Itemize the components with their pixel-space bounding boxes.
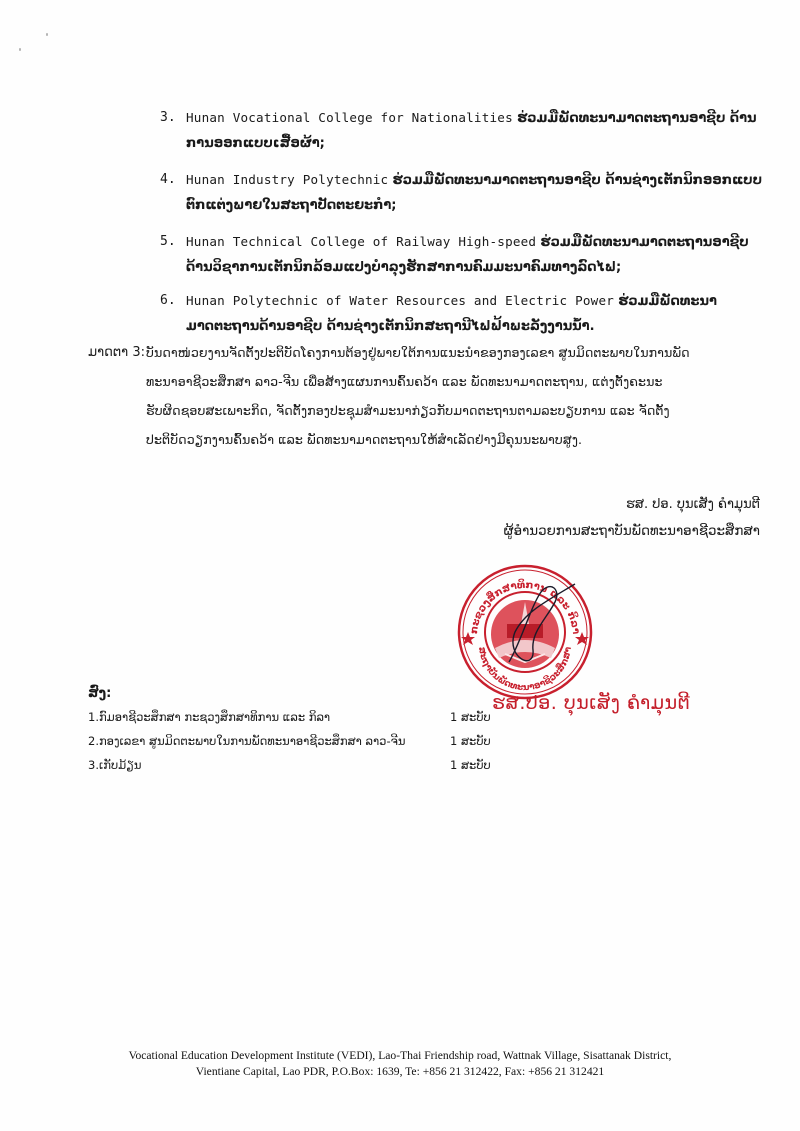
cc-label: ສົ່ງ: (88, 686, 112, 701)
list-number: 3. (160, 110, 176, 125)
lao-text: ຮ່ວມມືພັດທະນາມາດຕະຖານອາຊີບ (540, 235, 749, 250)
lao-text: ຕົກແຕ່ງພາຍໃນສະຖາປັດຕະຍະກຳ; (186, 198, 397, 213)
footer-line-2: Vientiane Capital, Lao PDR, P.O.Box: 1639, Te: +856 21 312422, Fax: +856 21 312421 (195, 1065, 605, 1078)
scan-speck (19, 48, 21, 51)
cc-count: 1 ສະບັບ (450, 758, 491, 772)
lao-text: ຮ່ວມມືພັດທະນາມາດຕະຖານອາຊີບ ດ້ານ (517, 111, 757, 126)
article-line: ບັນດາໜ່ວຍງານຈັດຕັ້ງປະຕິບັດໂຄງການຕ້ອງຢູ່ພາຍໃຕ້ການແນະນຳຂອງກອງເລຂາ ສູນມິດຕະພາບໃນການພັດ (146, 345, 690, 360)
institution-name: Hunan Vocational College for Nationalities (186, 110, 513, 125)
signatory-title: ຜູ້ອຳນວຍການສະຖາບັນພັດທະນາອາຊີວະສຶກສາ (503, 524, 760, 539)
cc-recipient: 3.ເກັບມ້ຽນ (88, 758, 142, 772)
list-line (186, 104, 757, 132)
list-number: 4. (160, 172, 176, 187)
article-line: ປະຕິບັດວຽກງານຄົ້ນຄວ້າ ແລະ ພັດທະນາມາດຕະຖານໃຫ້ສຳເລັດຢ່າງມີຄຸນນະພາບສູງ. (146, 432, 583, 447)
svg-text:ສະຖາບັນພັດທະນາອາຊີວະສຶກສາ: ສະຖາບັນພັດທະນາອາຊີວະສຶກສາ (476, 646, 574, 694)
cc-recipient: 2.ກອງເລຂາ ສູນມິດຕະພາບໃນການພັດທະນາອາຊີວະສຶກສາ ລາວ-ຈີນ (88, 734, 406, 748)
list-line (186, 166, 762, 194)
footer-line-1: Vocational Education Development Institute (VEDI), Lao-Thai Friendship road, Wattnak Village, Sisattanak District, (128, 1049, 672, 1062)
svg-text:ກະຊວງສຶກສາທິການ ແລະ ກິລາ: ກະຊວງສຶກສາທິການ ແລະ ກິລາ (468, 579, 582, 635)
lao-text: ມາດຕະຖານດ້ານອາຊີບ ດ້ານຊ່າງເຕັກນິກສະຖານີໄຟຟ້າພະລັງງານນ້ຳ. (186, 319, 595, 334)
lao-text: ດ້ານວິຊາການເຕັກນິກລ້ອມແປງບຳລຸງຮັກສາການຄົມມະນາຄົມທາງລົດໄຟ; (186, 260, 622, 275)
list-line (186, 192, 396, 219)
official-seal (455, 562, 595, 702)
cc-count: 1 ສະບັບ (450, 734, 491, 748)
scan-speck (46, 33, 48, 36)
lao-text: ຮ່ວມມືພັດທະນາມາດຕະຖານອາຊີບ ດ້ານຊ່າງເຕັກນິກອອກແບບ (392, 173, 763, 188)
cc-count: 1 ສະບັບ (450, 710, 491, 724)
list-line (186, 313, 595, 340)
institution-name: Hunan Polytechnic of Water Resources and Electric Power (186, 293, 615, 308)
institution-name: Hunan Technical College of Railway High-speed (186, 234, 537, 249)
list-number: 6. (160, 293, 176, 308)
seal-stamp-icon (455, 562, 595, 702)
list-line (186, 228, 749, 256)
cc-recipient: 1.ກົມອາຊີວະສຶກສາ ກະຊວງສຶກສາທິການ ແລະ ກິລາ (88, 710, 331, 724)
list-line (186, 287, 717, 315)
article-label: ມາດຕາ 3: (88, 345, 145, 360)
institution-name: Hunan Industry Polytechnic (186, 172, 389, 187)
article-line: ຮັບຜິດຊອບສະເພາະກິດ, ຈັດຕັ້ງກອງປະຊຸມສຳມະນາກ່ຽວກັບມາດຕະຖານຕາມລະບຽບການ ແລະ ຈັດຕັ້ງ (146, 403, 670, 418)
list-line (186, 130, 325, 157)
signatory-name: ຮສ. ປອ. ບຸນເສັງ ຄຳມຸນຕີ (626, 497, 760, 512)
footer-address (0, 1048, 800, 1080)
list-line (186, 254, 621, 281)
signed-name-stamp: ຮສ.ປອ. ບຸນເສັງ ຄຳມຸນຕີ (492, 692, 691, 714)
list-number: 5. (160, 234, 176, 249)
lao-text: ຮ່ວມມືພັດທະນາ (618, 294, 717, 309)
lao-text: ການອອກແບບເສື້ອຜ້າ; (186, 136, 325, 151)
article-line: ທະນາອາຊີວະສຶກສາ ລາວ-ຈີນ ເພື່ອສ້າງແຜນການຄົ້ນຄວ້າ ແລະ ພັດທະນາມາດຕະຖານ, ແຕ່ງຕັ້ງຄະນະ (146, 374, 663, 389)
